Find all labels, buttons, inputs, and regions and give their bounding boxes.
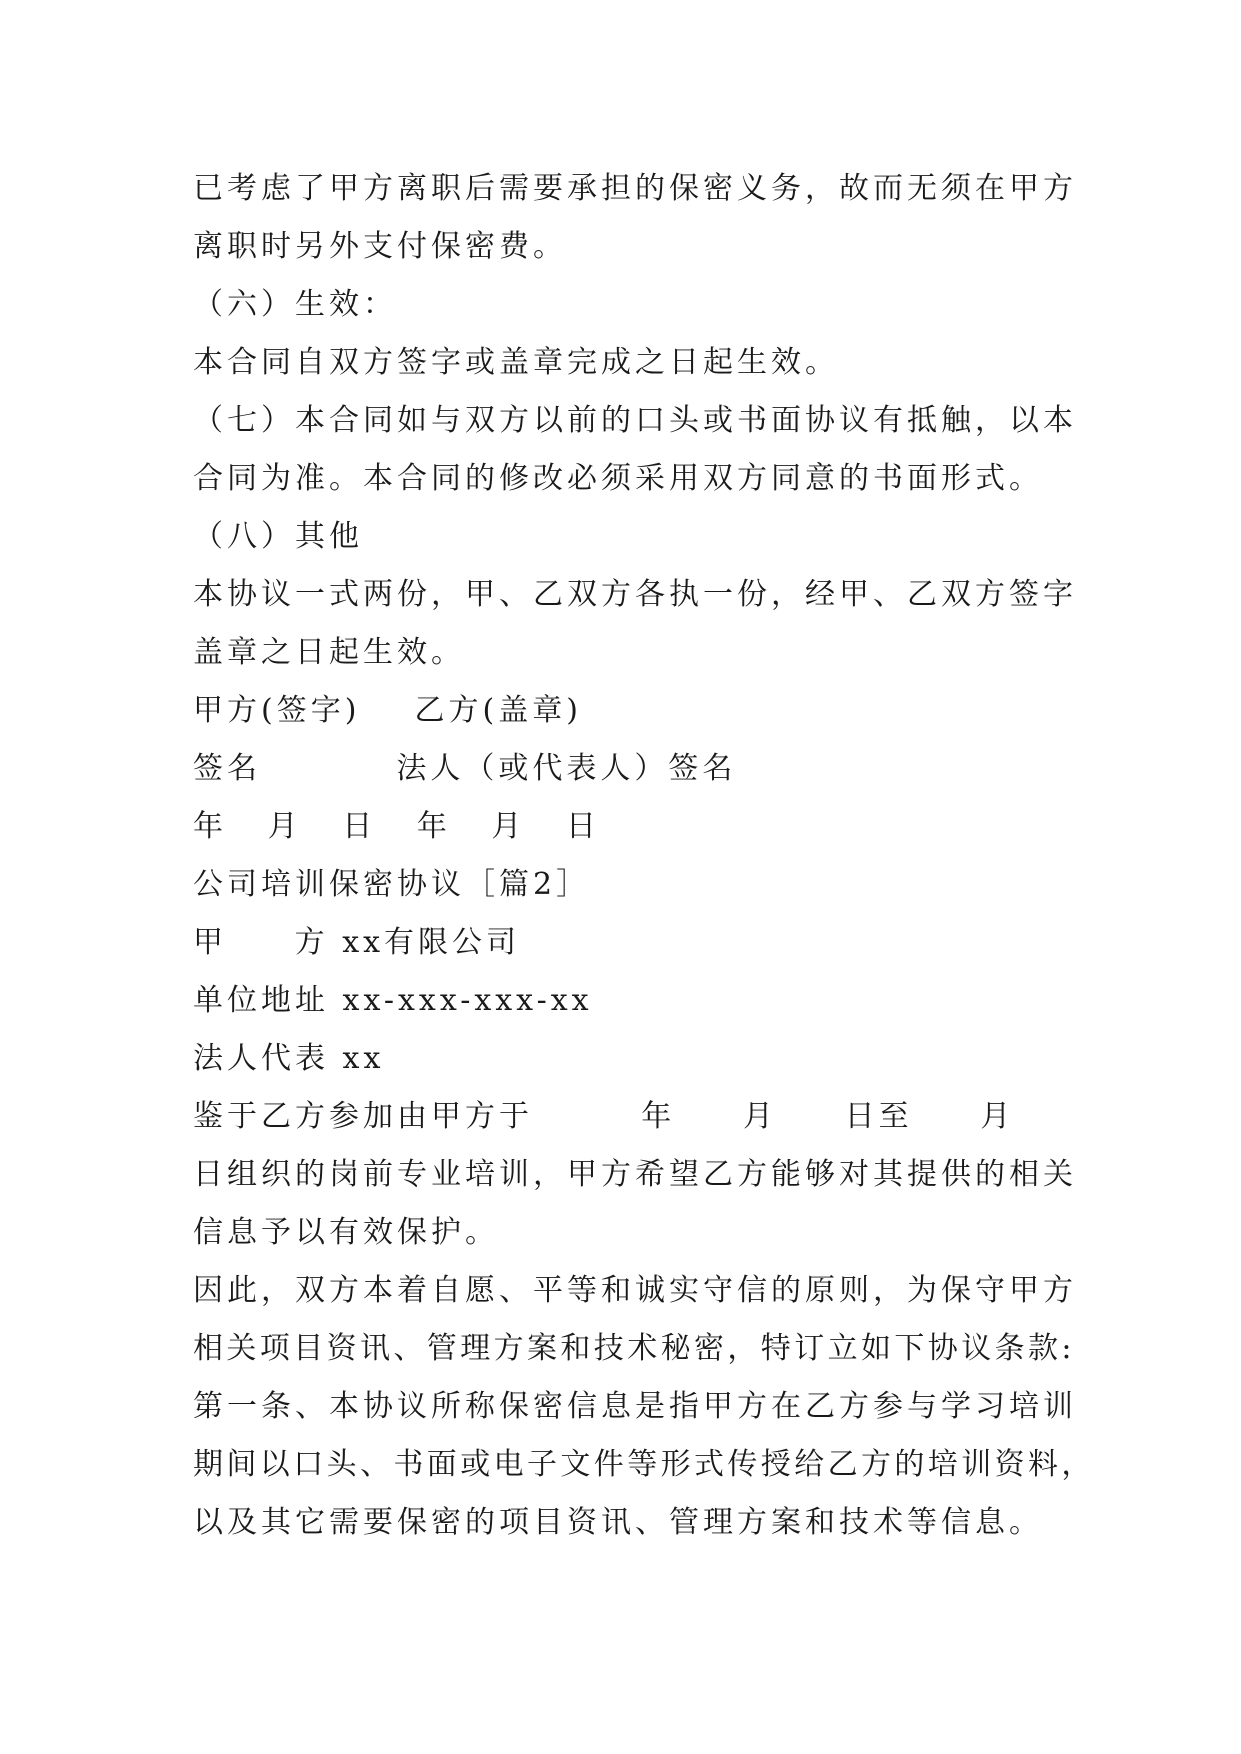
text-line: 盖章之日起生效。	[193, 635, 465, 670]
text-line: 第一条、本协议所称保密信息是指甲方在乙方参与学习培训	[193, 1389, 1077, 1424]
text-line: 本协议一式两份，甲、乙双方各执一份，经甲、乙双方签字	[193, 577, 1077, 612]
text-line: 以及其它需要保密的项目资讯、管理方案和技术等信息。	[193, 1505, 1043, 1540]
text-line: 期间以口头、书面或电子文件等形式传授给乙方的培训资料，	[193, 1447, 1095, 1482]
text-line: 日组织的岗前专业培训，甲方希望乙方能够对其提供的相关	[193, 1157, 1077, 1192]
section-heading: （六）生效：	[193, 287, 397, 322]
text-line: 因此，双方本着自愿、平等和诚实守信的原则，为保守甲方	[193, 1273, 1077, 1308]
document-title: 公司培训保密协议［篇2］	[193, 867, 591, 902]
text-line: 合同为准。本合同的修改必须采用双方同意的书面形式。	[193, 461, 1043, 496]
signature-name-line: 签名 法人（或代表人）签名	[193, 751, 737, 786]
signature-date-line: 年 月 日 年 月 日	[193, 809, 601, 844]
section-heading: （八）其他	[193, 519, 363, 554]
signature-parties-line: 甲方(签字) 乙方(盖章)	[193, 693, 582, 728]
text-line: 离职时另外支付保密费。	[193, 229, 567, 264]
text-line: 本合同自双方签字或盖章完成之日起生效。	[193, 345, 839, 380]
legal-rep-line: 法人代表 xx	[193, 1041, 385, 1076]
document-body	[193, 160, 1095, 1552]
text-line: 已考虑了甲方离职后需要承担的保密义务，故而无须在甲方	[193, 171, 1077, 206]
address-line: 单位地址 xx-xxx-xxx-xx	[193, 983, 593, 1018]
party-a-line: 甲 方 xx有限公司	[193, 925, 521, 960]
text-line: 信息予以有效保护。	[193, 1215, 499, 1250]
text-line: 相关项目资讯、管理方案和技术秘密，特订立如下协议条款:	[193, 1331, 1075, 1366]
text-line: （七）本合同如与双方以前的口头或书面协议有抵触，以本	[193, 403, 1077, 438]
text-line: 鉴于乙方参加由甲方于 年 月 日至 月	[193, 1099, 1015, 1134]
